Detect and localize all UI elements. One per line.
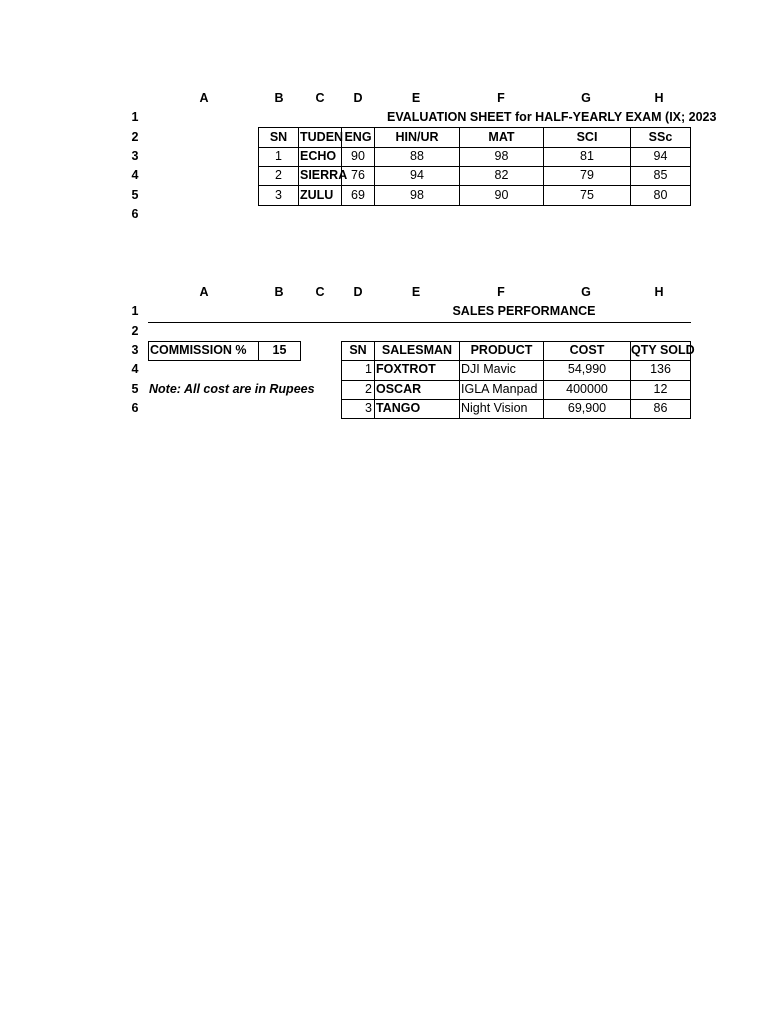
table-cell: 1 [275, 149, 282, 163]
table-cell: 81 [580, 149, 594, 163]
table-cell: 1 [365, 362, 372, 376]
row-number-3: 3 [131, 149, 139, 163]
table-cell: 88 [410, 149, 424, 163]
table-cell: SIERRA [300, 168, 348, 182]
table-cell: 76 [351, 168, 365, 182]
header-eng: ENG [344, 130, 372, 144]
col-header-b: B [274, 285, 284, 299]
header-mat: MAT [488, 130, 515, 144]
col-header-h: H [654, 285, 664, 299]
row-number-5: 5 [131, 382, 139, 396]
table-cell: 98 [494, 149, 509, 163]
header-sn: SN [269, 130, 288, 144]
table-cell: Night Vision [461, 401, 528, 415]
sheet1-title: EVALUATION SHEET for HALF-YEARLY EXAM (IX; 2023 [387, 110, 717, 124]
table-cell: 79 [580, 168, 594, 182]
table-cell: OSCAR [376, 382, 422, 396]
table-cell: 2 [365, 382, 372, 396]
header-sci: SCI [576, 130, 598, 144]
row-number-4: 4 [131, 362, 139, 376]
col-header-h: H [654, 91, 664, 105]
col-header-g: G [581, 91, 591, 105]
table-cell: 3 [275, 188, 282, 202]
row-number-1: 1 [131, 304, 139, 318]
row-number-4: 4 [131, 168, 139, 182]
header-product: PRODUCT [470, 343, 533, 357]
header-cost: COST [569, 343, 605, 357]
table-cell: 12 [653, 382, 668, 396]
table-cell: 86 [653, 401, 668, 415]
col-header-f: F [497, 285, 505, 299]
sheet2-title: SALES PERFORMANCE [452, 304, 596, 318]
col-header-e: E [411, 285, 421, 299]
table-cell: 69,900 [567, 401, 607, 415]
table-cell: 80 [653, 188, 668, 202]
table-cell: ZULU [300, 188, 334, 202]
row-number-5: 5 [131, 188, 139, 202]
table-cell: 75 [580, 188, 594, 202]
col-header-a: A [199, 285, 209, 299]
col-header-a: A [199, 91, 209, 105]
header-hin-ur: HIN/UR [395, 130, 439, 144]
header-student: TUDEN [300, 130, 344, 144]
table-cell: FOXTROT [376, 362, 436, 376]
header-ssc: SSc [648, 130, 673, 144]
table-cell: 69 [351, 188, 365, 202]
row-number-2: 2 [131, 130, 139, 144]
col-header-c: C [315, 285, 325, 299]
table-cell: 94 [653, 149, 668, 163]
col-header-e: E [411, 91, 421, 105]
row-number-3: 3 [131, 343, 139, 357]
row-number-1: 1 [131, 110, 139, 124]
table-cell: IGLA Manpad [461, 382, 538, 396]
note-text: Note: All cost are in Rupees [149, 382, 315, 396]
col-header-g: G [581, 285, 591, 299]
col-header-d: D [353, 285, 363, 299]
table-cell: 400000 [566, 382, 608, 396]
row-number-6: 6 [131, 401, 139, 415]
commission-value: 15 [272, 343, 287, 357]
table-cell: 82 [494, 168, 509, 182]
title-underline [148, 322, 691, 323]
table-cell: 2 [275, 168, 282, 182]
table-cell: 94 [410, 168, 424, 182]
header-qty-sold: QTY SOLD [631, 343, 695, 357]
header-sn: SN [349, 343, 367, 357]
header-salesman: SALESMAN [381, 343, 453, 357]
row-number-6: 6 [131, 207, 139, 221]
col-header-f: F [497, 91, 505, 105]
table-cell: 90 [351, 149, 365, 163]
table-cell: 136 [650, 362, 671, 376]
table-cell: TANGO [376, 401, 421, 415]
table-cell: 90 [494, 188, 509, 202]
commission-label: COMMISSION % [150, 343, 247, 357]
table-cell: ECHO [300, 149, 337, 163]
table-cell: DJI Mavic [461, 362, 516, 376]
table-cell: 3 [365, 401, 372, 415]
col-header-b: B [274, 91, 284, 105]
col-header-c: C [315, 91, 325, 105]
table-cell: 98 [410, 188, 424, 202]
col-header-d: D [353, 91, 363, 105]
table-cell: 54,990 [567, 362, 607, 376]
table-cell: 85 [653, 168, 668, 182]
row-number-2: 2 [131, 324, 139, 338]
